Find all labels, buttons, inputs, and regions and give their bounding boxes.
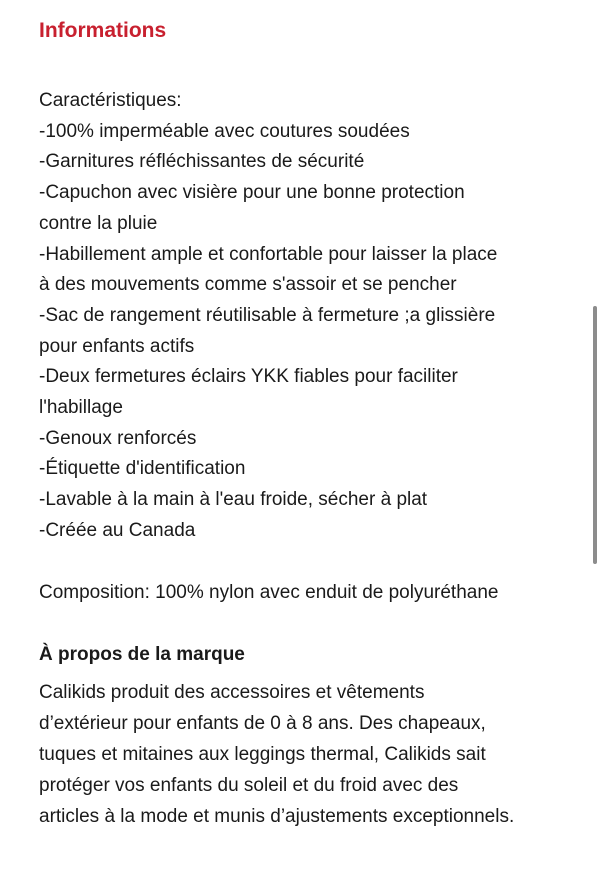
feature-line: -Sac de rangement réutilisable à fermeture ;a glissière <box>39 304 496 326</box>
feature-line: -Habillement ample et confortable pour laisser la place <box>39 243 498 265</box>
scrollbar-thumb[interactable] <box>593 306 597 564</box>
brand-description <box>39 677 584 832</box>
feature-line: -Lavable à la main à l'eau froide, sécher à plat <box>39 489 428 511</box>
feature-line: l'habillage <box>39 397 123 419</box>
feature-line: -Capuchon avec visière pour une bonne protection <box>39 182 465 204</box>
brand-text-line: tuques et mitaines aux leggings thermal, Calikids sait <box>39 744 486 765</box>
feature-line: -Deux fermetures éclairs YKK fiables pour faciliter <box>39 366 458 388</box>
feature-line: contre la pluie <box>39 212 158 234</box>
feature-line: -Créée au Canada <box>39 519 196 541</box>
feature-line: -Étiquette d'identification <box>39 458 246 480</box>
feature-line: -100% imperméable avec coutures soudées <box>39 120 410 142</box>
brand-text-line: protéger vos enfants du soleil et du froid avec des <box>39 775 459 796</box>
feature-line: pour enfants actifs <box>39 335 195 357</box>
composition-text: Composition: 100% nylon avec enduit de polyuréthane <box>39 582 499 603</box>
feature-line: -Garnitures réfléchissantes de sécurité <box>39 151 365 173</box>
feature-line: -Genoux renforcés <box>39 427 197 449</box>
brand-section-title: À propos de la marque <box>39 644 245 665</box>
informations-title: Informations <box>39 19 167 42</box>
feature-line: à des mouvements comme s'assoir et se pencher <box>39 274 457 296</box>
features-heading: Caractéristiques: <box>39 90 182 111</box>
brand-text-line: d’extérieur pour enfants de 0 à 8 ans. Des chapeaux, <box>39 713 486 734</box>
product-description <box>39 86 569 547</box>
brand-text-line: Calikids produit des accessoires et vêtements <box>39 682 425 703</box>
brand-text-line: articles à la mode et munis d’ajustements exceptionnels. <box>39 806 515 827</box>
